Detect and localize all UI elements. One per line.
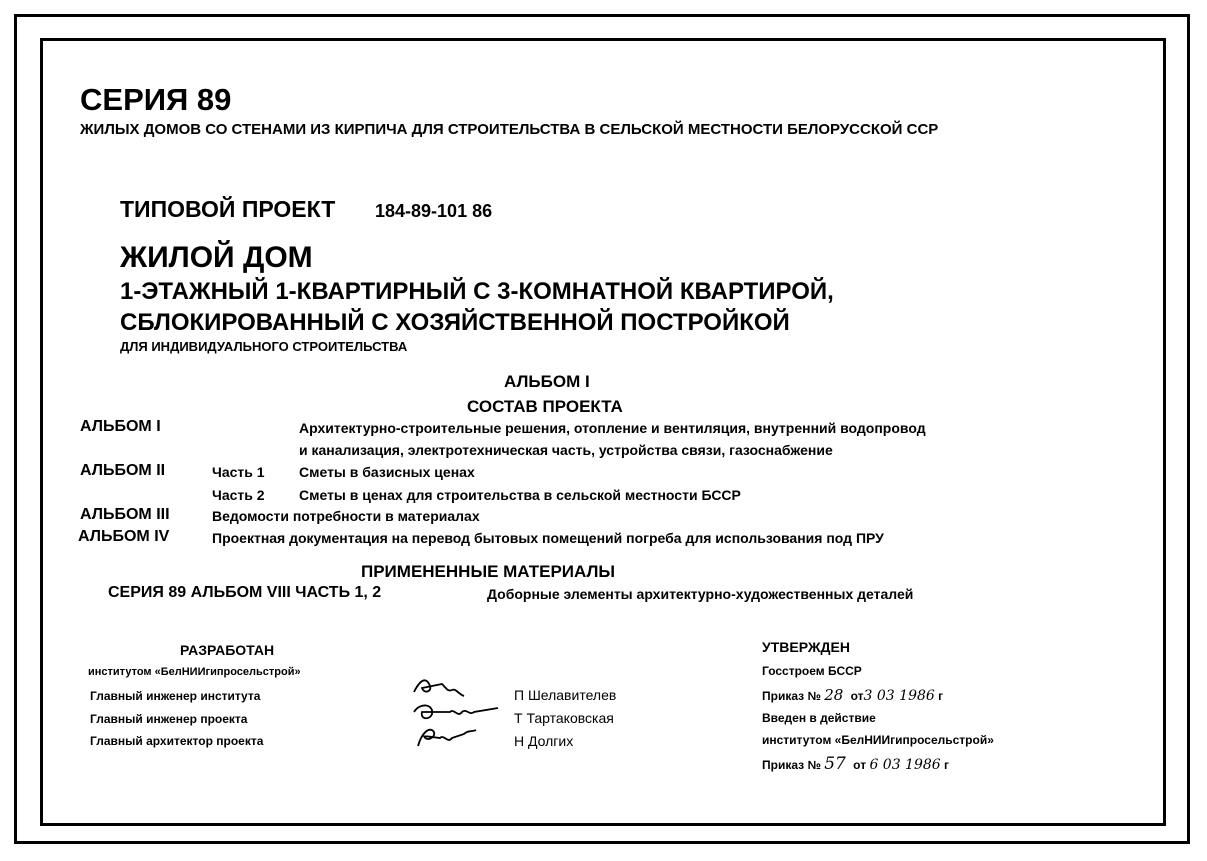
series-subtitle: ЖИЛЫХ ДОМОВ СО СТЕНАМИ ИЗ КИРПИЧА ДЛЯ СТРОИТЕЛЬСТВА В СЕЛЬСКОЙ МЕСТНОСТИ БЕЛОРУССКОЙ ССР [80, 121, 939, 138]
order-suffix: г [938, 689, 944, 703]
project-title: ЖИЛОЙ ДОМ [120, 241, 313, 274]
approved-by: Госстроем БССР [762, 664, 862, 678]
album-item-text: Сметы в ценах для строительства в сельской местности БССР [299, 487, 741, 503]
order-date-prefix: от [850, 689, 864, 703]
project-number: 184-89-101 86 [375, 201, 493, 221]
order2-date-prefix: от [853, 758, 867, 772]
series-title: СЕРИЯ 89 [80, 82, 232, 117]
materials-ref: СЕРИЯ 89 АЛЬБОМ VIII ЧАСТЬ 1, 2 [108, 584, 382, 601]
album-current: АЛЬБОМ I [504, 372, 590, 391]
role-label: Главный инженер института [90, 689, 261, 703]
album-item-label: АЛЬБОМ IV [78, 528, 170, 545]
album-item-label: АЛЬБОМ II [80, 462, 166, 479]
developed-title: РАЗРАБОТАН [180, 642, 275, 658]
album-item-text: Проектная документация на перевод бытовых помещений погреба для использования под ПРУ [212, 530, 884, 546]
order2-number: 57 [824, 754, 846, 774]
album-item-part: Часть 1 [212, 464, 265, 480]
order2-line [762, 756, 949, 773]
enacted-by: институтом «БелНИИгипросельстрой» [762, 733, 994, 747]
signatory-name: Т Тартаковская [514, 710, 614, 726]
composition-title: СОСТАВ ПРОЕКТА [467, 397, 623, 416]
signatory-name: Н Долгих [514, 733, 574, 749]
approved-title: УТВЕРЖДЕН [762, 639, 850, 655]
order-number: 28 [824, 686, 844, 704]
role-label: Главный инженер проекта [90, 712, 248, 726]
role-label: Главный архитектор проекта [90, 734, 264, 748]
album-item-text: Сметы в базисных ценах [299, 464, 475, 480]
album-item-label: АЛЬБОМ III [80, 506, 170, 523]
order-line [762, 688, 943, 703]
order2-date: 6 03 1986 [869, 757, 941, 773]
album-item-part: Часть 2 [212, 487, 265, 503]
signatory-name: П Шелавителев [514, 687, 617, 703]
album-item-text: Архитектурно-строительные решения, отопление и вентиляция, внутренний водопровод [299, 420, 926, 436]
order2-suffix: г [944, 758, 950, 772]
project-desc-line2: СБЛОКИРОВАННЫЙ С ХОЗЯЙСТВЕННОЙ ПОСТРОЙКОЙ [120, 309, 790, 336]
album-item-text: Ведомости потребности в материалах [212, 508, 480, 524]
project-label: ТИПОВОЙ ПРОЕКТ [120, 196, 336, 222]
enacted-label: Введен в действие [762, 711, 876, 725]
materials-desc: Доборные элементы архитектурно-художественных деталей [487, 586, 914, 602]
project-purpose: ДЛЯ ИНДИВИДУАЛЬНОГО СТРОИТЕЛЬСТВА [120, 339, 408, 354]
materials-title: ПРИМЕНЕННЫЕ МАТЕРИАЛЫ [361, 562, 616, 581]
album-item-text: и канализация, электротехническая часть, устройства связи, газоснабжение [299, 442, 833, 458]
order-prefix: Приказ № [762, 689, 821, 703]
album-item-label: АЛЬБОМ I [80, 418, 161, 435]
order2-prefix: Приказ № [762, 758, 821, 772]
project-desc-line1: 1-ЭТАЖНЫЙ 1-КВАРТИРНЫЙ С 3-КОМНАТНОЙ КВАРТИРОЙ, [120, 278, 834, 305]
signature-3 [414, 722, 484, 752]
order-date: 3 03 1986 [863, 688, 935, 704]
developed-institute: институтом «БелНИИгипросельстрой» [88, 666, 301, 678]
